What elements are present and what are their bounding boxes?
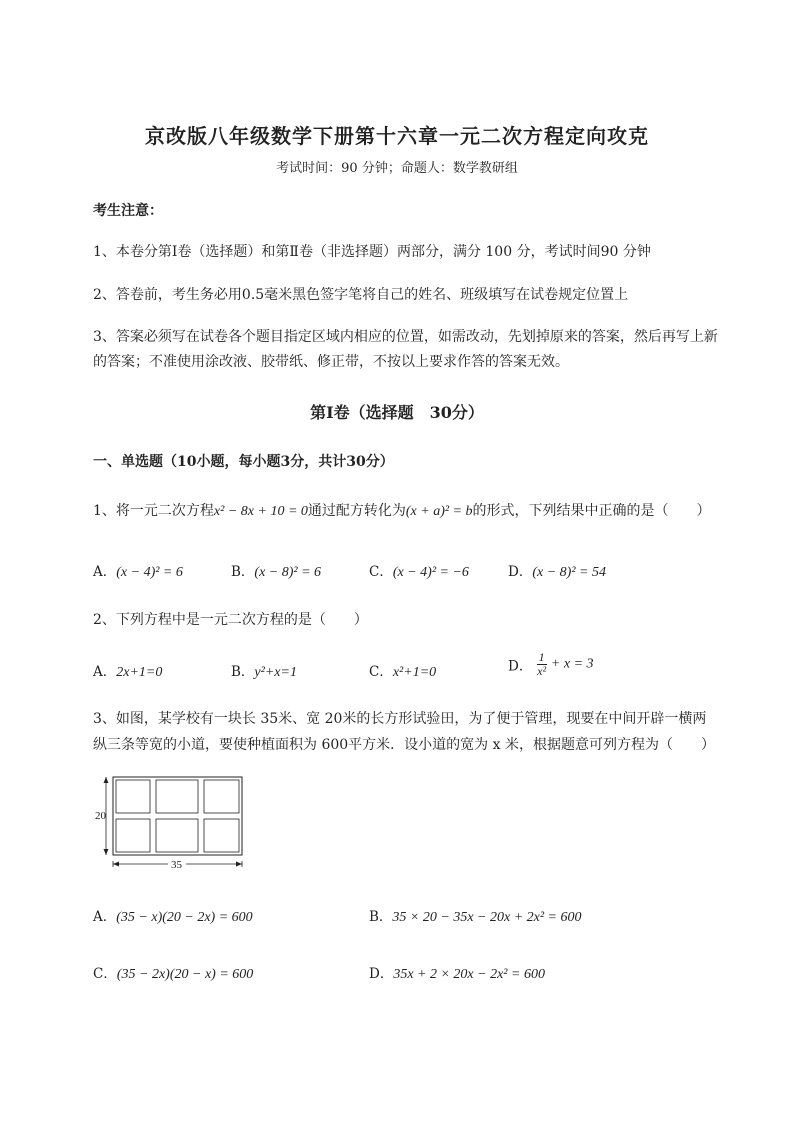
q3-option-d[interactable] (369, 962, 545, 983)
plot (156, 819, 198, 852)
option-expr: (x − 8)² = 6 (254, 565, 322, 580)
option-expr: (35 − x)(20 − 2x) = 600 (116, 910, 253, 925)
option-label: D． (369, 966, 394, 982)
q1-option-a[interactable] (93, 560, 183, 581)
q1-option-d[interactable] (508, 560, 606, 581)
q1-option-c[interactable] (369, 560, 469, 581)
fraction-numerator: 1 (538, 650, 545, 664)
q2-option-c[interactable] (369, 660, 436, 681)
option-label: B． (231, 564, 255, 580)
option-label: D． (508, 658, 533, 675)
field-outline (113, 777, 242, 855)
arrow-up-icon (104, 777, 109, 783)
q3-option-a[interactable] (93, 905, 253, 926)
option-expr: (x − 4)² = −6 (392, 565, 469, 580)
option-expr: y²+x=1 (254, 665, 297, 680)
plot (116, 819, 150, 852)
option-label: A． (93, 909, 117, 925)
plot (156, 780, 198, 813)
q3-option-c[interactable] (93, 962, 253, 983)
arrow-right-icon (236, 862, 242, 867)
field-diagram (92, 775, 252, 875)
width-label: 35 (171, 859, 182, 871)
plot (204, 819, 239, 852)
q1-option-b[interactable] (231, 560, 321, 581)
option-expr: 35 × 20 − 35x − 20x + 2x² = 600 (392, 910, 582, 925)
option-label: B． (231, 664, 255, 680)
option-expr: x²+1=0 (392, 665, 437, 680)
notice-item-3-line-2: 的答案；不准使用涂改液、胶带纸、修正带，不按以上要求作答的答案无效。 (93, 354, 569, 370)
part-heading: 一、单选题（10小题，每小题3分，共计30分） (93, 454, 394, 470)
option-label: A． (93, 564, 117, 580)
q1-middle: 通过配方转化为 (307, 503, 406, 519)
arrow-left-icon (113, 862, 119, 867)
option-expr: 35x + 2 × 20x − 2x² = 600 (393, 967, 545, 982)
notice-item-1: 1、本卷分第Ⅰ卷（选择题）和第Ⅱ卷（非选择题）两部分，满分 100 分，考试时间90 分钟 (93, 244, 651, 260)
arrow-down-icon (104, 849, 109, 855)
notice-item-2: 2、答卷前，考生务必用0.5毫米黑色签字笔将自己的姓名、班级填写在试卷规定位置上 (93, 287, 629, 303)
option-label: C． (369, 664, 393, 680)
question-1 (93, 500, 711, 520)
question-2: 2、下列方程中是一元二次方程的是（ ） (93, 612, 368, 628)
plot (204, 780, 239, 813)
option-label: C． (369, 564, 393, 580)
q3-option-b[interactable] (369, 905, 582, 926)
question-3-line-1: 3、如图，某学校有一块长 35米、宽 20米的长方形试验田，为了便于管理，现要在中间开辟一横两 (93, 711, 707, 727)
option-expr: (x − 8)² = 54 (532, 565, 606, 580)
fraction (537, 651, 547, 678)
q2-option-b[interactable] (231, 660, 297, 681)
section-title: 第Ⅰ卷（选择题 30分） (310, 403, 484, 422)
q1-form: (x + a)² = b (405, 504, 473, 519)
option-expr: (35 − 2x)(20 − x) = 600 (116, 967, 254, 982)
fraction-denominator: x² (537, 664, 547, 678)
page-title: 京改版八年级数学下册第十六章一元二次方程定向攻克 (145, 124, 649, 148)
option-expr: (x − 4)² = 6 (116, 565, 183, 580)
notice-heading: 考生注意： (93, 203, 163, 219)
exam-info: 考试时间：90 分钟；命题人：数学教研组 (276, 161, 518, 176)
q1-suffix: 的形式，下列结果中正确的是（ ） (472, 503, 711, 519)
question-3-line-2: 纵三条等宽的小道，要使种植面积为 600平方米．设小道的宽为 x 米，根据题意可列方程为（ ） (93, 737, 715, 753)
option-label: D． (508, 564, 533, 580)
option-expr: 2x+1=0 (116, 665, 163, 680)
plot (116, 780, 150, 813)
option-expr: + x = 3 (550, 656, 594, 672)
height-label: 20 (95, 810, 106, 822)
notice-item-3-line-1: 3、答案必须写在试卷各个题目指定区域内相应的位置，如需改动，先划掉原来的答案，然后再写上新 (93, 329, 718, 345)
option-label: B． (369, 909, 393, 925)
q2-option-a[interactable] (93, 660, 162, 681)
option-label: C． (93, 966, 117, 982)
q2-option-d[interactable] (508, 651, 594, 678)
q1-prefix: 1、将一元二次方程 (93, 503, 214, 519)
q1-equation: x² − 8x + 10 = 0 (213, 504, 308, 519)
option-label: A． (93, 664, 117, 680)
